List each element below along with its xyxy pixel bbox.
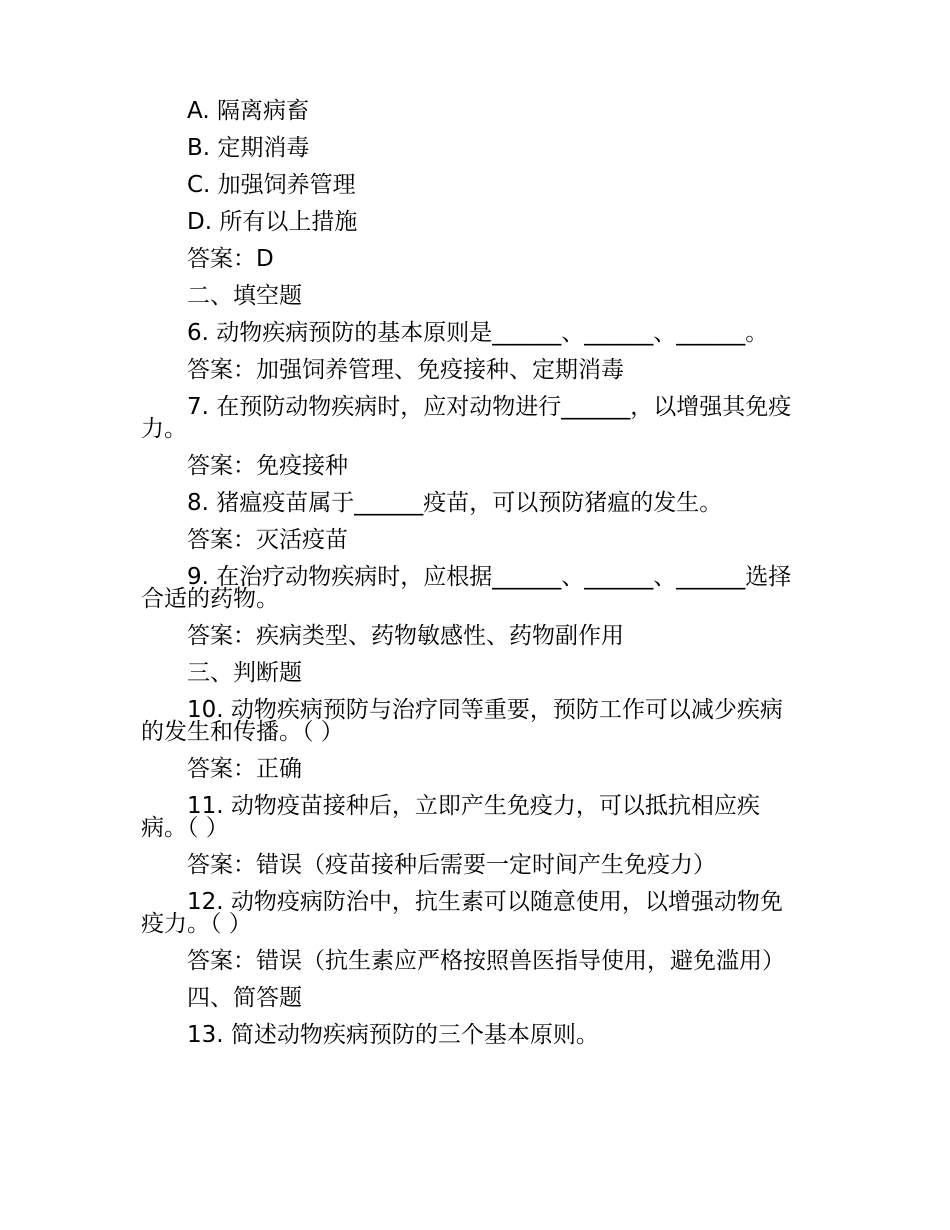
document-body (141, 100, 803, 1061)
question-6: 6. 动物疾病预防的基本原则是______、______、______。 (187, 320, 769, 346)
section-heading-true-false: 三、判断题 (187, 660, 302, 686)
option-c: C. 加强饲养管理 (187, 172, 356, 198)
section-heading-short-answer: 四、简答题 (187, 985, 302, 1011)
question-9: 9. 在治疗动物疾病时，应根据______、______、______选择合适的药物。 (141, 564, 792, 612)
answer-11: 答案：错误（疫苗接种后需要一定时间产生免疫力） (187, 852, 716, 878)
answer-6: 答案：加强饲养管理、免疫接种、定期消毒 (187, 357, 624, 383)
question-8: 8. 猪瘟疫苗属于______疫苗，可以预防猪瘟的发生。 (187, 490, 723, 516)
question-11: 11. 动物疫苗接种后，立即产生免疫力，可以抵抗相应疾病。（ ） (141, 793, 760, 841)
answer-9: 答案：疾病类型、药物敏感性、药物副作用 (187, 623, 624, 649)
question-12: 12. 动物疫病防治中，抗生素可以随意使用，以增强动物免疫力。（ ） (141, 889, 783, 937)
option-a: A. 隔离病畜 (187, 98, 309, 124)
question-13: 13. 简述动物疾病预防的三个基本原则。 (187, 1022, 599, 1048)
answer-12: 答案：错误（抗生素应严格按照兽医指导使用，避免滥用） (187, 948, 785, 974)
option-b: B. 定期消毒 (187, 135, 310, 161)
answer-10: 答案：正确 (187, 756, 302, 782)
answer-5: 答案：D (187, 246, 274, 272)
question-10: 10. 动物疾病预防与治疗同等重要，预防工作可以减少疾病的发生和传播。（ ） (141, 697, 783, 745)
option-d: D. 所有以上措施 (187, 209, 358, 235)
answer-8: 答案：灭活疫苗 (187, 527, 348, 553)
question-7: 7. 在预防动物疾病时，应对动物进行______，以增强其免疫力。 (141, 394, 792, 442)
section-heading-fill-in: 二、填空题 (187, 283, 302, 309)
answer-7: 答案：免疫接种 (187, 453, 348, 479)
